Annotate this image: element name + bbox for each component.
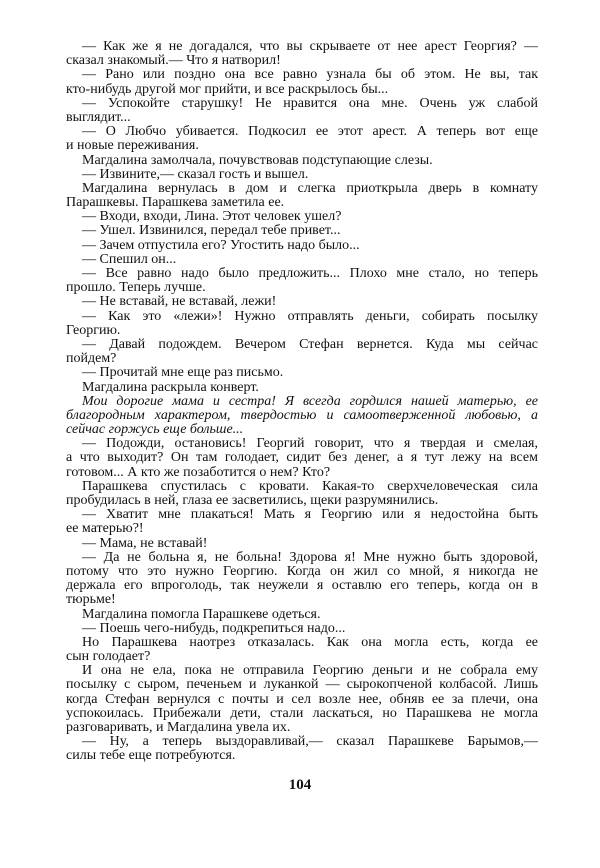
text-line: посылку с сыром, печеньем и луканкой — сырокопченой колбасой. Лишь (66, 678, 538, 693)
text-line: прошло. Теперь лучше. (66, 280, 206, 296)
text-line: Георгию. (66, 322, 121, 338)
paragraph (66, 40, 538, 68)
text-line: пойдем? (66, 351, 117, 367)
paragraph (66, 295, 538, 309)
text-line: держала его впроголодь, так неужели я оставлю его теперь, когда он в (66, 579, 538, 594)
text-line: пробудилась в ней, глаза ее засветились, щеки разрумянились. (66, 493, 439, 508)
text-line: Магдалина вернулась в дом и слегка приоткрыла дверь в комнату (82, 181, 538, 196)
book-page-text (66, 40, 538, 764)
paragraph (66, 68, 538, 96)
text-line: благородным характером, твердостью и самоотверженной любовью, а (66, 408, 538, 423)
text-line: сын голодает? (66, 649, 151, 665)
text-line: — Ушел. Извинился, передал тебе привет... (82, 223, 341, 239)
paragraph (66, 253, 538, 267)
text-line: — Хватит мне плакаться! Мать я Георгию или я недостойна быть (82, 508, 538, 523)
paragraph (66, 168, 538, 182)
paragraph (66, 97, 538, 125)
text-line: сказал знакомый.— Что я натворил! (66, 53, 281, 69)
paragraph (66, 210, 538, 224)
paragraph (66, 182, 538, 210)
paragraph (66, 366, 538, 380)
paragraph (66, 125, 538, 153)
paragraph (66, 551, 538, 608)
text-line: Магдалина замолчала, почувствовав подступающие слезы. (82, 152, 433, 168)
text-line: — Спешил он... (82, 251, 177, 267)
text-line: потому что это нужно Георгию. Когда он жил со мной, я никогда не (66, 564, 538, 579)
paragraph (66, 267, 538, 295)
paragraph (66, 537, 538, 551)
text-line: ее матерью?! (66, 521, 144, 537)
text-line: когда Стефан вернулся с почты и сел возле нее, обняв ее за плечи, она (66, 692, 538, 707)
text-line: Мои дорогие мама и сестра! Я всегда гордился нашей матерью, ее (82, 394, 538, 409)
paragraph (66, 480, 538, 508)
text-line: Парашкева спустилась с кровати. Какая-то сверхчеловеческая сила (82, 479, 538, 494)
text-line: выглядит... (66, 109, 131, 125)
paragraph (66, 338, 538, 366)
text-line: — Все равно надо было предложить... Плохо мне стало, но теперь (82, 267, 538, 281)
paragraph (66, 636, 538, 664)
text-line: успокоилась. Прибежали дети, стали ласкаться, но Парашкева не могла (66, 706, 538, 721)
text-line: Магдалина раскрыла конверт. (82, 379, 259, 395)
text-line: Магдалина помогла Парашкеве одеться. (82, 606, 321, 622)
paragraph (66, 622, 538, 636)
text-line: — Входи, входи, Лина. Этот человек ушел? (82, 209, 342, 225)
text-line: — Извините,— сказал гость и вышел. (82, 166, 309, 182)
paragraph (66, 608, 538, 622)
text-line: сейчас горжусь еще больше... (66, 422, 244, 438)
text-line: — Подожди, остановись! Георгий говорит, что я твердая и смелая, (82, 437, 538, 452)
text-line: — Как же я не догадался, что вы скрываете от нее арест Георгия? — (82, 40, 538, 54)
text-line: тюрьме! (66, 592, 116, 608)
paragraph (66, 310, 538, 338)
text-line: — Как это «лежи»! Нужно отправлять деньги, собирать посылку (82, 309, 538, 324)
text-line: — Не вставай, не вставай, лежи! (82, 294, 277, 310)
paragraph (66, 381, 538, 395)
text-line: — Ну, а теперь выздоравливай,— сказал Парашкеве Барымов,— (82, 735, 538, 750)
text-line: И она не ела, пока не отправила Георгию деньги и не собрала ему (82, 664, 538, 679)
text-line: — Рано или поздно она все равно узнала бы об этом. Не вы, так (82, 68, 538, 83)
paragraph (66, 154, 538, 168)
text-line: — Успокойте старушку! Не нравится она мне. Очень уж слабой (82, 96, 538, 111)
text-line: готовом... А кто же позаботится о нем? Кто? (66, 464, 331, 480)
text-line: а что выходит? Он там голодает, сидит без денег, а я тут лежу на всем (66, 451, 538, 466)
text-line: — Да не больна я, не больна! Здорова я! Мне нужно быть здоровой, (82, 550, 538, 565)
text-line: — Зачем отпустила его? Угостить надо было... (82, 237, 360, 253)
text-line: и новые переживания. (66, 138, 199, 154)
paragraph (66, 508, 538, 536)
text-line: — Поешь чего-нибудь, подкрепиться надо... (82, 620, 346, 636)
text-line: — Мама, не вставай! (82, 535, 208, 551)
text-line: — О Любчо убивается. Подкосил ее этот арест. А теперь вот еще (82, 125, 538, 140)
paragraph (66, 437, 538, 480)
page-number: 104 (288, 777, 312, 793)
text-line: Парашкевы. Парашкева заметила ее. (66, 195, 285, 211)
letter-excerpt-paragraph (66, 395, 538, 438)
text-line: — Прочитай мне еще раз письмо. (82, 365, 284, 381)
paragraph (66, 735, 538, 763)
text-line: кто-нибудь другой мог прийти, и все раскрылось бы... (66, 81, 389, 97)
paragraph (66, 224, 538, 238)
paragraph (66, 664, 538, 735)
text-line: силы тебе еще потребуются. (66, 748, 236, 764)
text-line: разговаривать, и Магдалина увела их. (66, 720, 291, 735)
paragraph (66, 239, 538, 253)
text-line: Но Парашкева наотрез отказалась. Как она могла есть, когда ее (82, 635, 538, 650)
text-line: — Давай подождем. Вечером Стефан вернется. Куда мы сейчас (82, 337, 538, 352)
